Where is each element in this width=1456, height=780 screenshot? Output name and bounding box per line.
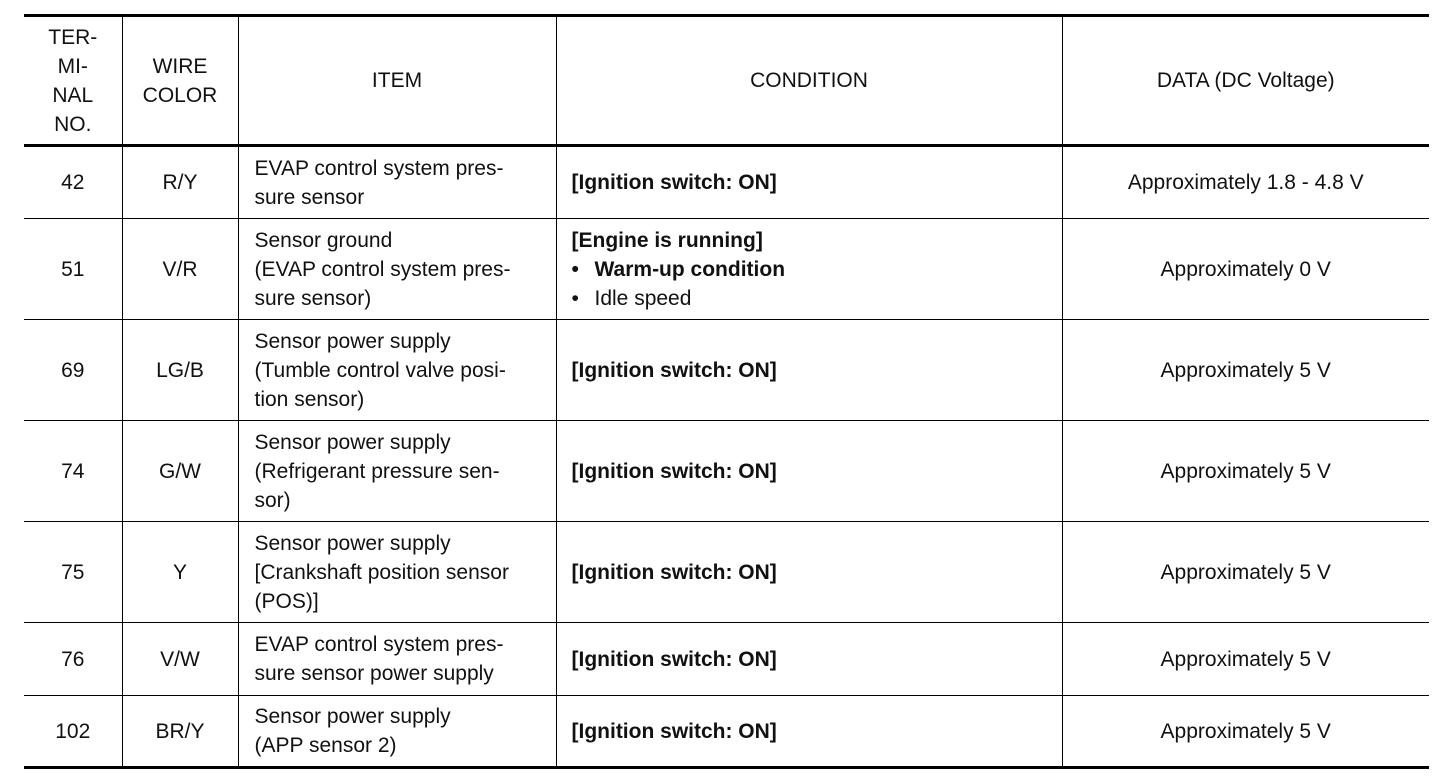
terminal-cell: 69 [24, 320, 122, 421]
wire-color-cell: LG/B [122, 320, 238, 421]
condition-cell: [Ignition switch: ON] [556, 522, 1062, 623]
wire-color-cell: Y [122, 522, 238, 623]
data-cell: Approximately 0 V [1062, 219, 1429, 320]
item-cell: EVAP control system pres- sure sensor [238, 146, 556, 219]
condition-bullet: • Idle speed [571, 286, 692, 310]
table-row [24, 320, 1429, 421]
terminal-cell: 102 [24, 696, 122, 768]
data-cell: Approximately 5 V [1062, 522, 1429, 623]
data-cell: Approximately 5 V [1062, 696, 1429, 768]
table-row [24, 421, 1429, 522]
item-cell: EVAP control system pres- sure sensor power supply [238, 623, 556, 696]
wire-color-cell: V/W [122, 623, 238, 696]
item-cell: Sensor power supply (APP sensor 2) [238, 696, 556, 768]
table-row [24, 623, 1429, 696]
data-cell: Approximately 5 V [1062, 623, 1429, 696]
terminal-cell: 42 [24, 146, 122, 219]
item-cell: Sensor power supply [Crankshaft position sensor (POS)] [238, 522, 556, 623]
table-row [24, 146, 1429, 219]
data-cell: Approximately 5 V [1062, 320, 1429, 421]
header-item: ITEM [238, 16, 556, 146]
table-header-row [24, 16, 1429, 146]
condition-cell: [Ignition switch: ON] [556, 146, 1062, 219]
table-row [24, 696, 1429, 768]
item-cell: Sensor ground (EVAP control system pres- sure sensor) [238, 219, 556, 320]
condition-cell: [Ignition switch: ON] [556, 696, 1062, 768]
item-cell: Sensor power supply (Tumble control valve posi- tion sensor) [238, 320, 556, 421]
terminal-cell: 75 [24, 522, 122, 623]
data-cell: Approximately 5 V [1062, 421, 1429, 522]
condition-cell: [Ignition switch: ON] [556, 320, 1062, 421]
terminal-data-table [24, 14, 1429, 769]
condition-cell: [Ignition switch: ON] [556, 421, 1062, 522]
header-data: DATA (DC Voltage) [1062, 16, 1429, 146]
header-wire-color: WIRE COLOR [122, 16, 238, 146]
header-condition: CONDITION [556, 16, 1062, 146]
condition-cell: [Ignition switch: ON] [556, 623, 1062, 696]
table-row [24, 219, 1429, 320]
wire-color-cell: BR/Y [122, 696, 238, 768]
wire-color-cell: G/W [122, 421, 238, 522]
wire-color-cell: R/Y [122, 146, 238, 219]
terminal-cell: 76 [24, 623, 122, 696]
condition-bullet: • Warm-up condition [571, 257, 786, 281]
item-cell: Sensor power supply (Refrigerant pressure sen- sor) [238, 421, 556, 522]
wire-color-cell: V/R [122, 219, 238, 320]
terminal-cell: 74 [24, 421, 122, 522]
table-row [24, 522, 1429, 623]
data-cell: Approximately 1.8 - 4.8 V [1062, 146, 1429, 219]
condition-cell: [Engine is running] • Warm-up condition • Idle speed [556, 219, 1062, 320]
header-terminal-no: TER- MI- NAL NO. [24, 16, 122, 146]
terminal-cell: 51 [24, 219, 122, 320]
